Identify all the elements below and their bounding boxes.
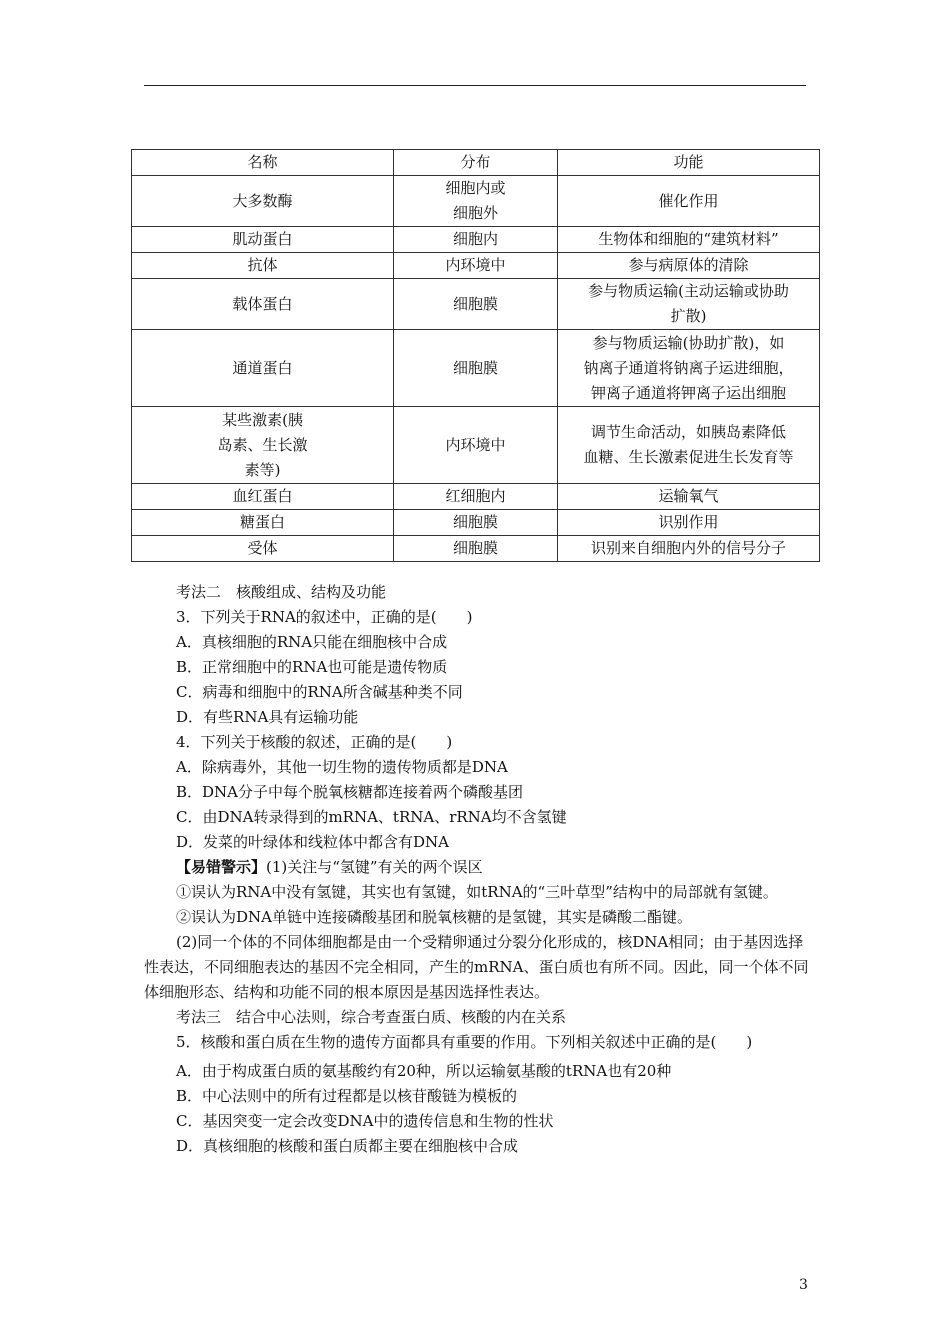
cell-distribution: 细胞膜 [394,330,558,407]
option: D．真核细胞的核酸和蛋白质都主要在细胞核中合成 [176,1137,519,1155]
option: B．DNA分子中每个脱氧核糖都连接着两个磷酸基团 [176,783,524,801]
body-text [144,580,809,1159]
warning-point-1: (1)关注与“氢键”有关的两个误区 [266,858,483,876]
cell-name: 糖蛋白 [132,510,394,536]
cell-name: 肌动蛋白 [132,227,394,253]
cell-name: 受体 [132,536,394,562]
header-rule [144,85,806,86]
cell-function: 参与病原体的清除 [558,253,820,279]
table-header-row [132,150,820,176]
table-row [132,253,820,279]
cell-function: 生物体和细胞的“建筑材料” [558,227,820,253]
paragraph: ②误认为DNA单链中连接磷酸基团和脱氧核糖的是氢键，其实是磷酸二酯键。 [176,908,692,926]
option: B．正常细胞中的RNA也可能是遗传物质 [176,658,448,676]
question-stem: 4．下列关于核酸的叙述，正确的是( ) [176,733,453,751]
cell-function: 运输氧气 [558,484,820,510]
option: A．由于构成蛋白质的氨基酸约有20种，所以运输氨基酸的tRNA也有20种 [176,1062,672,1080]
cell-distribution: 细胞内或 细胞外 [394,176,558,227]
option: D．发菜的叶绿体和线粒体中都含有DNA [176,833,450,851]
table-row [132,407,820,484]
option: C．病毒和细胞中的RNA所含碱基种类不同 [176,683,463,701]
table-row [132,536,820,562]
page-number: 3 [799,1277,808,1293]
protein-table [131,149,820,562]
cell-distribution: 内环境中 [394,253,558,279]
cell-distribution: 细胞膜 [394,510,558,536]
cell-function: 识别来自细胞内外的信号分子 [558,536,820,562]
table-row [132,484,820,510]
header-distribution: 分布 [394,150,558,176]
cell-function: 催化作用 [558,176,820,227]
warning-title: 【易错警示】 [176,858,267,876]
table-row [132,176,820,227]
paragraph: (2)同一个体的不同体细胞都是由一个受精卵通过分裂分化形成的，核DNA相同；由于基因选择性表达，不同细胞表达的基因不完全相同，产生的mRNA、蛋白质也有所不同。因此，同一个体不同体细胞形态、结构和功能不同的根本原因是基因选择性表达。 [144,933,809,1001]
table-row [132,510,820,536]
table-row [132,279,820,330]
cell-name: 某些激素(胰 岛素、生长激 素等) [132,407,394,484]
table-row [132,330,820,407]
table-row [132,227,820,253]
option: B．中心法则中的所有过程都是以核苷酸链为模板的 [176,1087,518,1105]
option: C．由DNA转录得到的mRNA、tRNA、rRNA均不含氢键 [176,808,567,826]
cell-name: 通道蛋白 [132,330,394,407]
cell-distribution: 内环境中 [394,407,558,484]
header-function: 功能 [558,150,820,176]
section-heading: 考法二 核酸组成、结构及功能 [176,583,387,601]
cell-function: 参与物质运输(协助扩散)，如 钠离子通道将钠离子运进细胞， 钾离子通道将钾离子运出细胞 [558,330,820,407]
cell-distribution: 细胞内 [394,227,558,253]
option: A．真核细胞的RNA只能在细胞核中合成 [176,633,448,651]
cell-distribution: 红细胞内 [394,484,558,510]
cell-function: 参与物质运输(主动运输或协助 扩散) [558,279,820,330]
cell-name: 抗体 [132,253,394,279]
cell-function: 识别作用 [558,510,820,536]
option: C．基因突变一定会改变DNA中的遗传信息和生物的性状 [176,1112,554,1130]
question-stem: 5．核酸和蛋白质在生物的遗传方面都具有重要的作用。下列相关叙述中正确的是( ) [176,1033,753,1051]
question-stem: 3．下列关于RNA的叙述中，正确的是( ) [176,608,473,626]
header-name: 名称 [132,150,394,176]
option: D．有些RNA具有运输功能 [176,708,359,726]
cell-distribution: 细胞膜 [394,536,558,562]
cell-name: 血红蛋白 [132,484,394,510]
warning-heading [144,855,809,880]
section-heading: 考法三 结合中心法则，综合考查蛋白质、核酸的内在关系 [176,1008,567,1026]
cell-name: 载体蛋白 [132,279,394,330]
paragraph: ①误认为RNA中没有氢键，其实也有氢键，如tRNA的“三叶草型”结构中的局部就有氢键。 [176,883,778,901]
cell-function: 调节生命活动，如胰岛素降低 血糖、生长激素促进生长发育等 [558,407,820,484]
cell-distribution: 细胞膜 [394,279,558,330]
option: A．除病毒外，其他一切生物的遗传物质都是DNA [176,758,508,776]
cell-name: 大多数酶 [132,176,394,227]
